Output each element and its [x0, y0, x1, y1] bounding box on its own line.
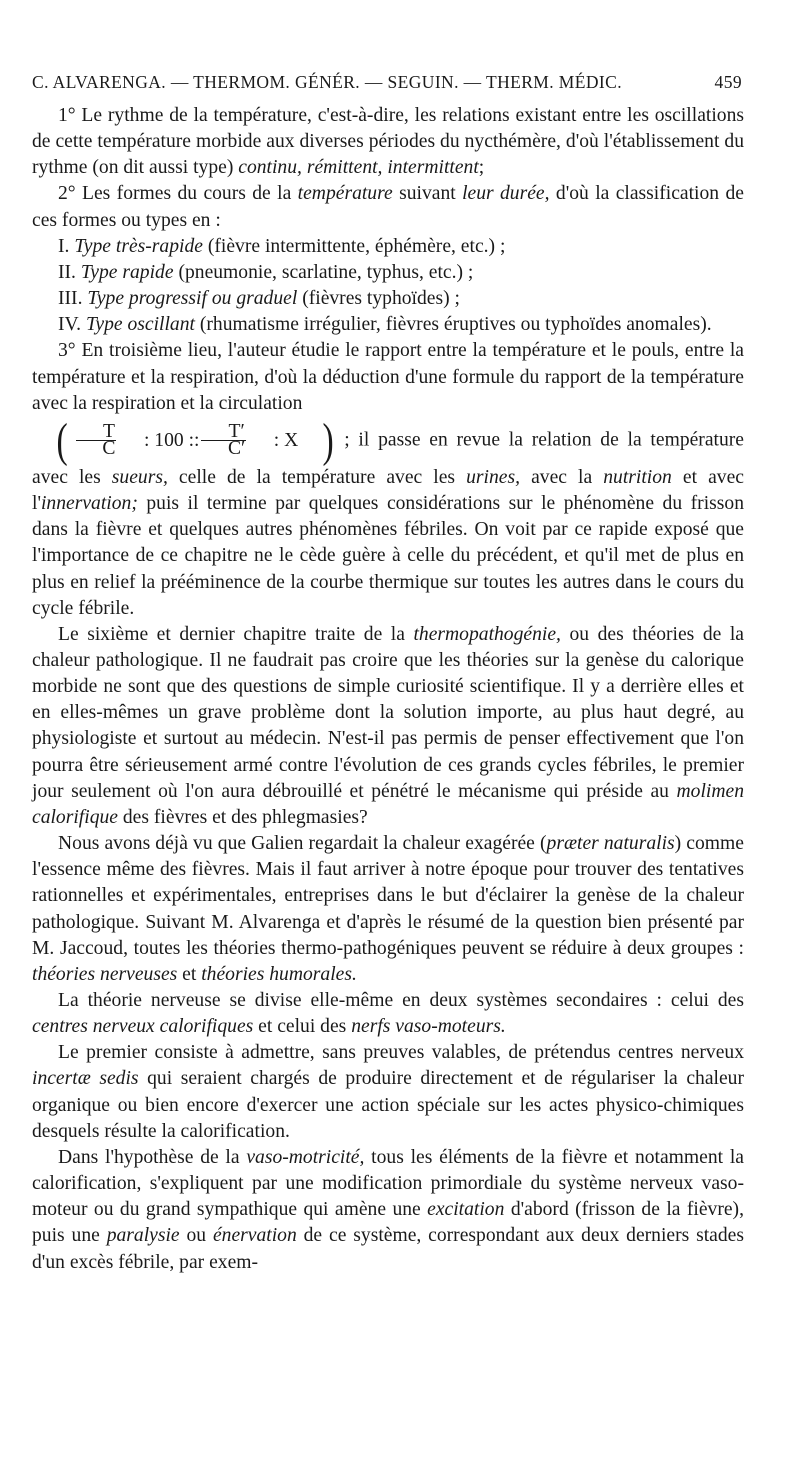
paragraph-item-3: 3° En troisième lieu, l'auteur étudie le rapport entre la température et le pouls, entre la température et la respiration, d'où la déduction d'une formule du rapport de la température avec la respiration et la circulation ( $\frac{T}{C}$ : 100 :: $\frac{T'}{C'}$ : X ) ; il passe en revue la relation de la température avec les sueurs, celle de la température avec les urines, avec la nutrition et avec l'innervation; puis il termine par quelques considérations sur le phénomène du frisson dans la fièvre et quelques autres phénomènes fébriles. On voit par ce rapide exposé que l'importance de ce chapitre ne le cède guère à celle du précédent, et qu'il met de plus en plus en relief la prééminence de la courbe thermique sur toutes les autres dans le cours du cycle fébrile. — [32, 340, 744, 619]
paragraph-vaso-motor-hypothesis: Dans l'hypothèse de la vaso-motricité, tous les éléments de la fièvre et notamment la calorification, s'expliquent par une modification primordiale du système nerveux vaso-moteur ou du grand sympathique qui amène une excitation d'abord (frisson de la fièvre), puis une paralysie ou énervation de ce système, correspondant aux deux derniers stades d'un excès fébrile, par exem- — [32, 1146, 745, 1273]
type-list-item-1: I. Type très-rapide (fièvre intermittente, éphémère, etc.) ; — [58, 235, 506, 257]
type-list-item-3: III. Type progressif ou graduel (fièvres typhoïdes) ; — [58, 288, 460, 310]
running-header — [32, 72, 742, 96]
page-number: 459 — [714, 72, 742, 92]
running-head-title: C. ALVARENGA. — THERMOM. GÉNÉR. — SEGUIN. — THERM. MÉDIC. — [32, 72, 622, 92]
page-body-text — [32, 103, 744, 1276]
paragraph-galien: Nous avons déjà vu que Galien regardait la chaleur exagérée (præter naturalis) comme l'essence même des fièvres. Mais il faut arriver à notre époque pour trouver des tentatives rationnelles et expérimentales, entreprises dans le but d'éclairer la genèse de la chaleur pathologique. Suivant M. Alvarenga et d'après le résumé de la question bien présenté par M. Jaccoud, toutes les théories thermo-pathogéniques peuvent se réduire à deux groupes : théories nerveuses et théories humorales. — [32, 833, 744, 985]
paragraph-item-1: 1° Le rythme de la température, c'est-à-dire, les relations existant entre les oscillations de cette température morbide aux diverses périodes du nycthémère, d'où l'établissement du rythme (on dit aussi type) continu, rémittent, intermittent; — [32, 105, 744, 179]
ratio-formula: ( $\frac{T}{C}$ : 100 :: $\frac{T'}{C'}$ : X ) — [56, 413, 334, 467]
paragraph-nervous-theory: La théorie nerveuse se divise elle-même en deux systèmes secondaires : celui des centres nerveux calorifiques et celui des nerfs vaso-moteurs. — [32, 990, 744, 1038]
type-list-item-2: II. Type rapide (pneumonie, scarlatine, typhus, etc.) ; — [58, 261, 474, 283]
type-list-item-4: IV. Type oscillant (rhumatisme irrégulier, fièvres éruptives ou typhoïdes anomales). — [58, 314, 712, 336]
paragraph-first-system: Le premier consiste à admettre, sans preuves valables, de prétendus centres nerveux incertæ sedis qui seraient chargés de produire directement et de régulariser la chaleur organique ou bien encore d'exercer une action spéciale sur les actes physico-chimiques desquels résulte la calorification. — [32, 1042, 744, 1142]
paragraph-sixth-chapter: Le sixième et dernier chapitre traite de la thermopathogénie, ou des théories de la chaleur pathologique. Il ne faudrait pas croire que les théories sur la genèse du calorique morbide ne sont que des questions de simple curiosité scientifique. Il y a derrière elles et en elles-mêmes un grave problème dont la solution importe, au plus haut degré, au physiologiste et surtout au médecin. N'est-il pas permis de penser effectivement que l'on pourra être sérieusement armé contre l'évolution de ces grands cycles fébriles, le premier jour seulement où l'on aura débrouillé et pénétré le mécanisme qui préside au molimen calorifique des fièvres et des phlegmasies? — [32, 623, 744, 828]
paragraph-item-2: 2° Les formes du cours de la température suivant leur durée, d'où la classification de ces formes ou types en : — [32, 183, 744, 231]
